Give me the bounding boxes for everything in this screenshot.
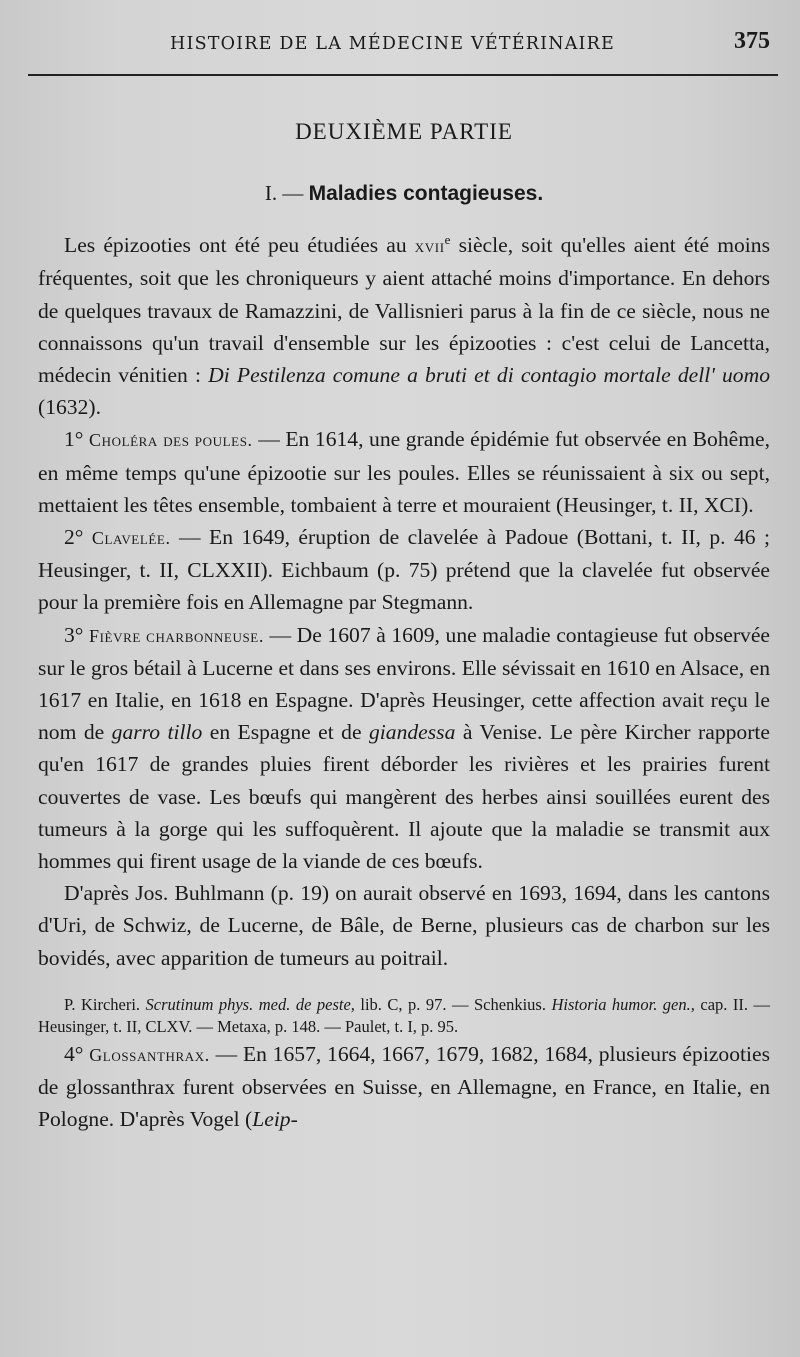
cholera-heading: Choléra des poules. (89, 430, 253, 451)
section-number: I. — (264, 181, 304, 205)
glossanthrax-italic: Leip- (252, 1107, 298, 1132)
clavelee-number: 2° (64, 525, 92, 550)
fievre-number: 3° (64, 622, 90, 647)
century-numeral: xvii (414, 236, 445, 257)
header-rule (28, 74, 778, 76)
intro-text-a: Les épizooties ont été peu étudiées au (64, 233, 407, 258)
buhlmann-paragraph: D'après Jos. Buhlmann (p. 19) on aurait observé en 1693, 1694, dans les cantons d'Uri, de Schwiz, de Lucerne, de Bâle, de Berne, plusieurs cas de charbon sur les bovidés, avec apparition de tumeurs au poitrail. (38, 881, 770, 970)
garro-tillo: garro tillo (111, 720, 203, 745)
clavelee-text: — En 1649, éruption de clavelée à Padoue (Bottani, t. II, p. 46 ; Heusinger, t. II, CLXXII). Eichbaum (p. 75) prétend que la clavelée fut observée pour la première fois en Allemagne par Stegmann. (38, 525, 770, 615)
clavelee-paragraph (38, 521, 770, 619)
cholera-text: — En 1614, une grande épidémie fut observée en Bohême, en même temps qu'une épizootie sur les poules. Elles se réunissaient à six ou sept, mettaient les têtes ensemble, tombaient à terre et mouraient (Heusinger, t. II, XCI). (38, 427, 770, 517)
running-title: HISTOIRE DE LA MÉDECINE VÉTÉRINAIRE (170, 34, 616, 54)
glossanthrax-heading: Glossanthrax. (89, 1044, 210, 1065)
glossanthrax-number: 4° (64, 1041, 90, 1066)
part-title: DEUXIÈME PARTIE (295, 119, 513, 144)
references-text (38, 994, 770, 1038)
ref-schenkius: lib. C, p. 97. — Schenkius. (354, 994, 552, 1014)
clavelee-heading: Clavelée. (91, 528, 171, 549)
glossanthrax-paragraph (38, 1038, 770, 1136)
fievre-heading: Fièvre charbonneuse. (89, 625, 264, 646)
fievre-text-c: à Venise. Le père Kircher rapporte qu'en 1617 de grandes pluies firent déborder les rivières et les prairies furent couvertes de vase. Les bœufs qui mangèrent des herbes ainsi souillées eurent des tumeurs à la gorge qui les suffoquèrent. Il ajoute que la maladie se transmit aux hommes qui firent usage de la viande de ces bœufs. (38, 720, 770, 874)
intro-paragraph (38, 224, 770, 423)
fievre-text-a: — De 1607 à 1609, une maladie contagieuse fut observée sur le gros bétail à Lucerne et dans ses environs. Elle sévissait en 1610 en Alsace, en 1617 en Italie, en 1618 en Espagne. D'après Heusinger, cette affection avait reçu le nom de (38, 622, 770, 745)
lancetta-work-title: Di Pestilenza comune a bruti et di contagio mortale dell' uomo (208, 363, 770, 387)
ref-kircher: P. Kircheri. (64, 994, 146, 1014)
section-title (38, 181, 770, 206)
fievre-text-b: en Espagne et de (202, 720, 369, 745)
cholera-paragraph (38, 423, 770, 521)
ref-rest: cap. II. — Heusinger, t. II, CLXV. — Metaxa, p. 148. — Paulet, t. I, p. 95. (38, 994, 770, 1036)
giandessa: giandessa (369, 720, 456, 745)
ref-scrutinum: Scrutinum phys. med. de peste, (145, 994, 355, 1014)
cholera-number: 1° (64, 427, 89, 452)
references-note (38, 994, 770, 1038)
intro-text-b: siècle, soit qu'elles aient été moins fréquentes, soit que les chroniqueurs y aient attaché moins d'importance. En dehors de quelques travaux de Ramazzini, de Vallisnieri parus à la fin de ce siècle, nous ne connaissons qu'un travail d'ensemble sur les épizooties : c'est celui de Lancetta, médecin vénitien : (38, 233, 771, 387)
fievre-paragraph (38, 619, 770, 878)
intro-text-c: (1632). (38, 395, 101, 420)
glossanthrax-text: — En 1657, 1664, 1667, 1679, 1682, 1684, plusieurs épizooties de glossanthrax furent observées en Suisse, en Allemagne, en France, en Italie, en Pologne. D'après Vogel ( (38, 1041, 770, 1132)
page-number: 375 (734, 28, 770, 54)
section-heading: Maladies contagieuses. (308, 182, 544, 205)
ref-historia: Historia humor. gen., (551, 994, 695, 1014)
running-header (38, 0, 770, 68)
century-superscript: e (444, 232, 451, 247)
body-text (38, 224, 770, 1135)
